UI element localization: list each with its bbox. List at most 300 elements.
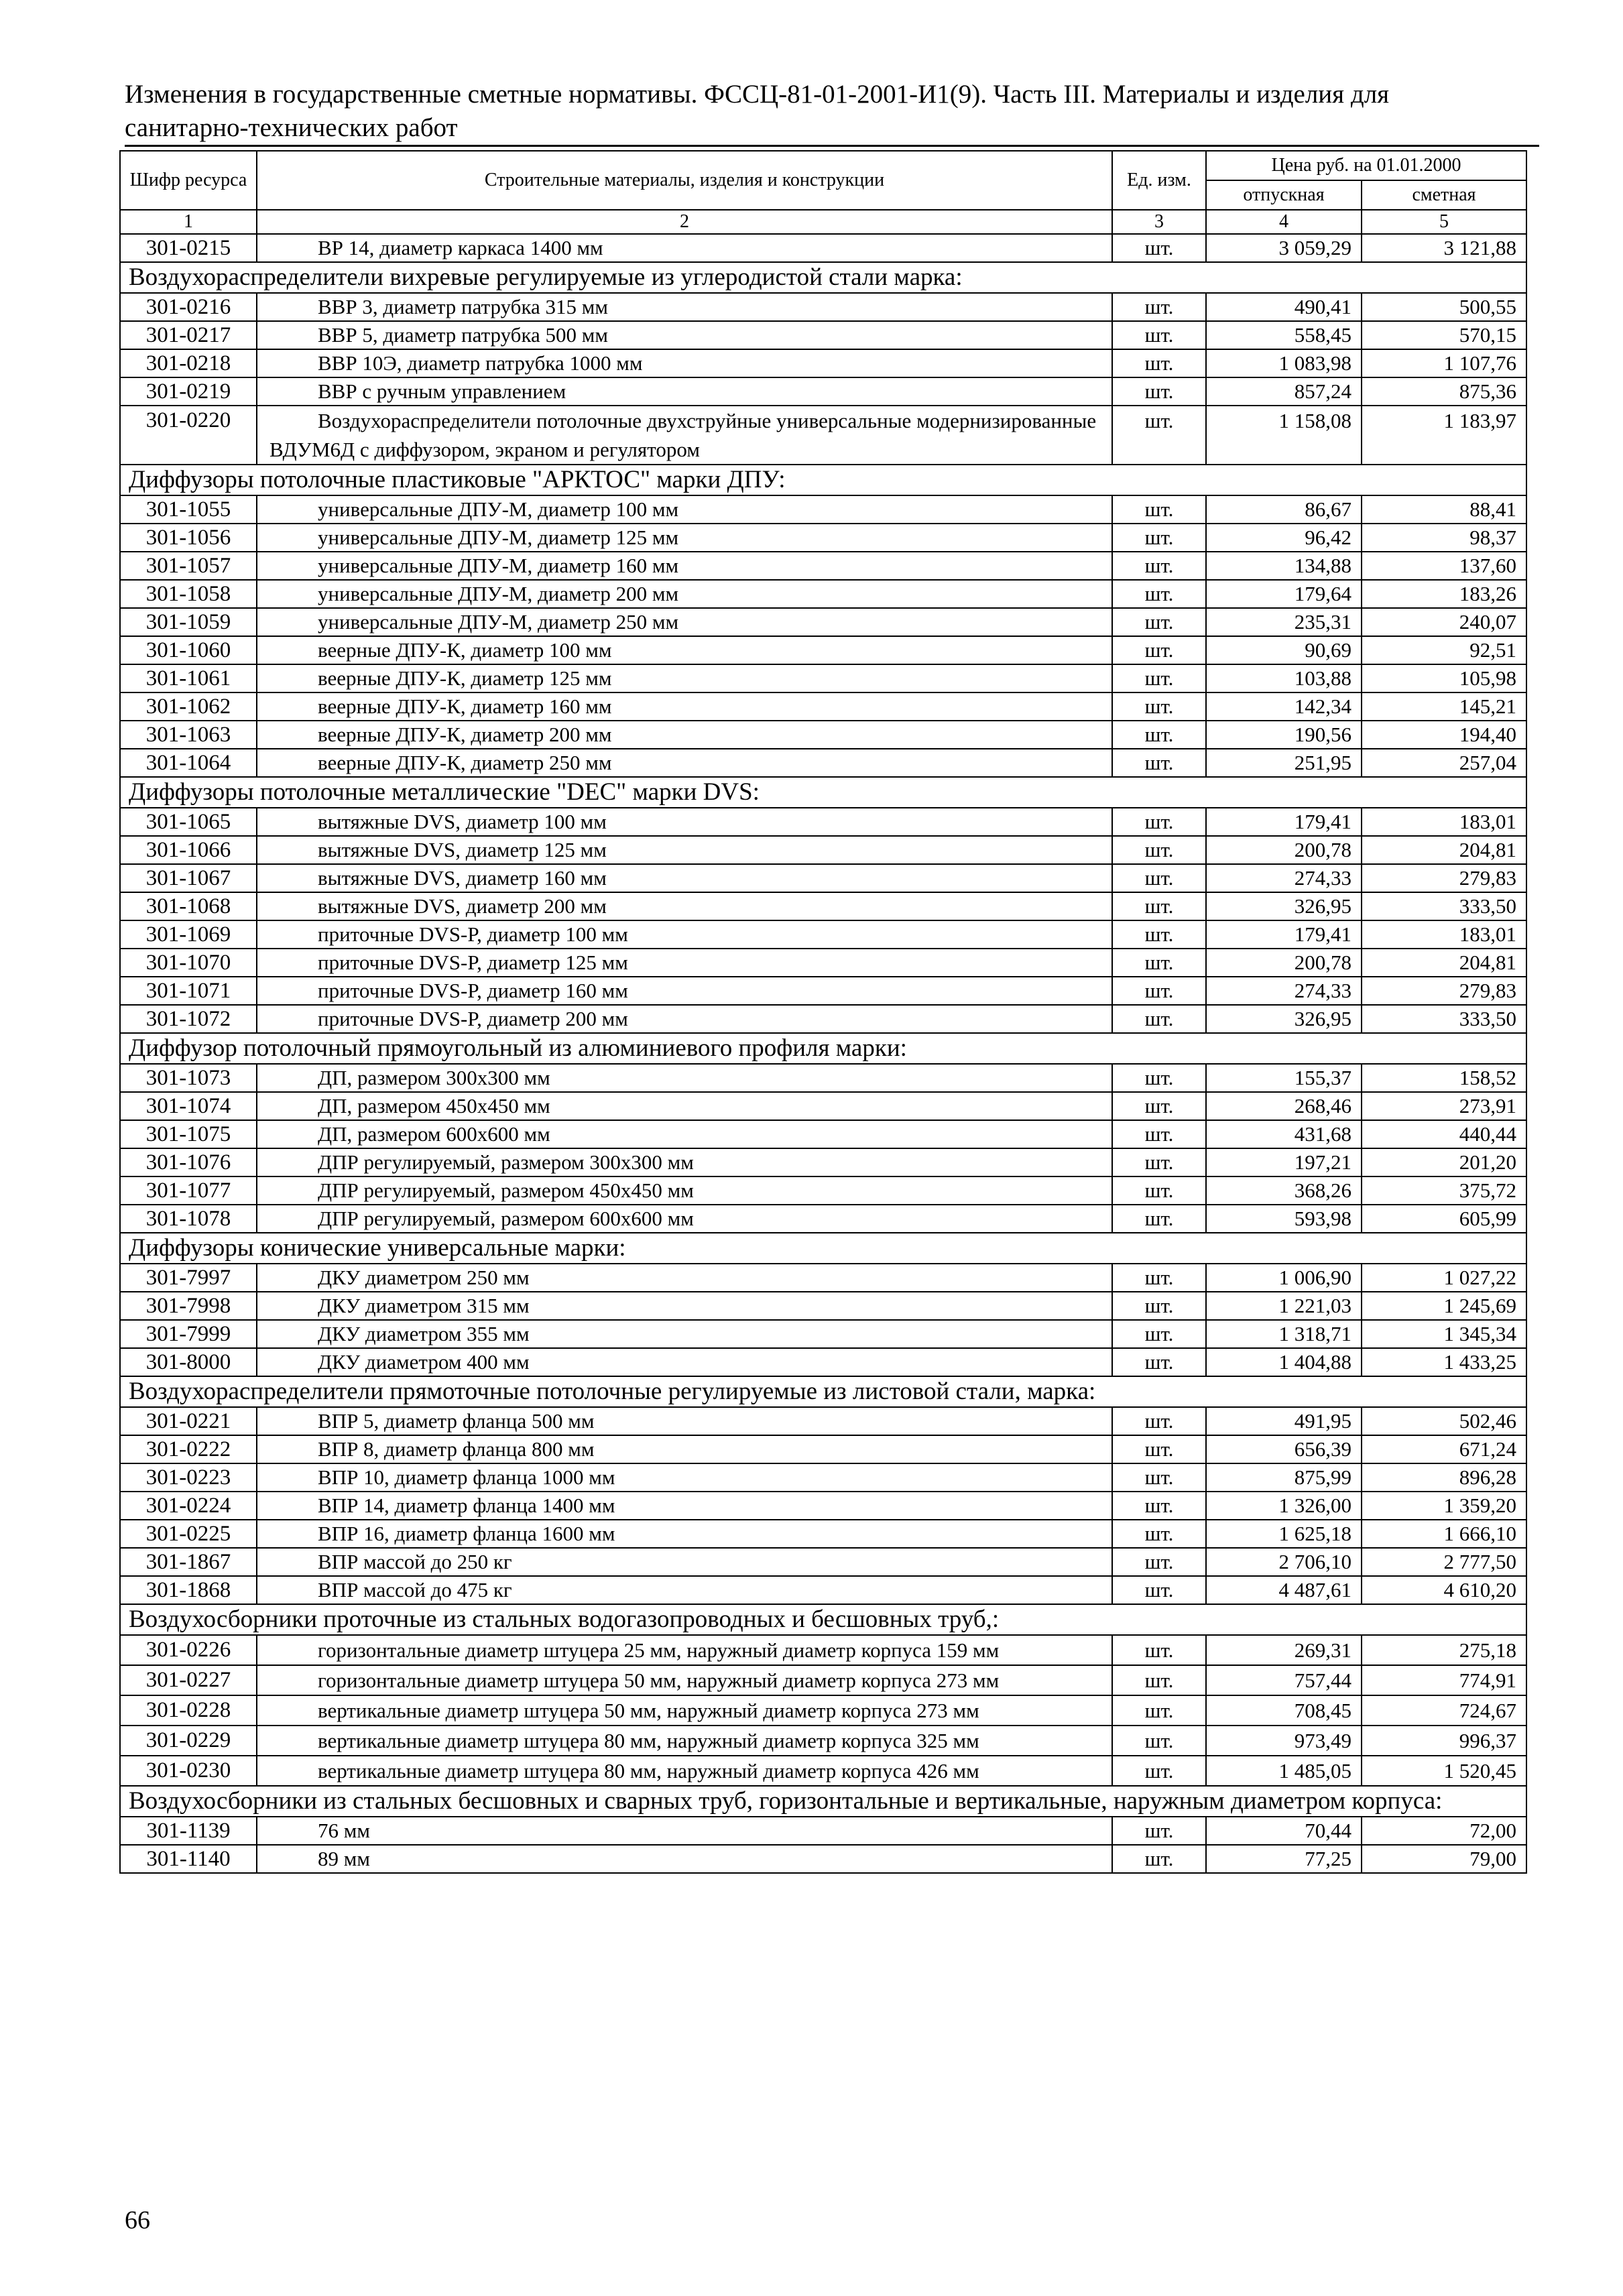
table-row — [120, 1695, 1526, 1726]
wholesale-price-cell: 179,41 — [1206, 808, 1362, 836]
material-name-cell: вытяжные DVS, диаметр 100 мм — [257, 808, 1112, 836]
estimate-price-cell: 79,00 — [1362, 1845, 1526, 1873]
resource-code-cell: 301-1073 — [120, 1064, 257, 1092]
resource-code-cell: 301-0229 — [120, 1726, 257, 1756]
wholesale-price-cell: 3 059,29 — [1206, 234, 1362, 262]
material-name-cell: вертикальные диаметр штуцера 50 мм, наружный диаметр корпуса 273 мм — [257, 1695, 1112, 1726]
group-header-row — [120, 465, 1526, 495]
material-name-cell: вертикальные диаметр штуцера 80 мм, наружный диаметр корпуса 325 мм — [257, 1726, 1112, 1756]
wholesale-price-cell: 90,69 — [1206, 636, 1362, 664]
resource-code-cell: 301-1071 — [120, 977, 257, 1005]
wholesale-price-cell: 269,31 — [1206, 1635, 1362, 1665]
table-row — [120, 406, 1526, 465]
material-name-cell: ВПР 8, диаметр фланца 800 мм — [257, 1435, 1112, 1463]
material-name-cell: ВПР 16, диаметр фланца 1600 мм — [257, 1520, 1112, 1548]
unit-cell: шт. — [1112, 1463, 1206, 1492]
unit-cell: шт. — [1112, 1492, 1206, 1520]
material-name-cell: ВПР 14, диаметр фланца 1400 мм — [257, 1492, 1112, 1520]
resource-code-cell: 301-1070 — [120, 949, 257, 977]
table-row — [120, 1005, 1526, 1033]
wholesale-price-cell: 1 221,03 — [1206, 1292, 1362, 1320]
resource-code-cell: 301-0230 — [120, 1756, 257, 1786]
estimate-price-cell: 896,28 — [1362, 1463, 1526, 1492]
group-header-row — [120, 1786, 1526, 1817]
group-title: Воздухораспределители вихревые регулируемые из углеродистой стали марка: — [120, 262, 1526, 293]
estimate-price-cell: 875,36 — [1362, 377, 1526, 406]
unit-cell: шт. — [1112, 1120, 1206, 1148]
table-row — [120, 1120, 1526, 1148]
unit-cell: шт. — [1112, 1092, 1206, 1120]
table-row — [120, 1205, 1526, 1233]
estimate-price-cell: 2 777,50 — [1362, 1548, 1526, 1576]
wholesale-price-cell: 1 625,18 — [1206, 1520, 1362, 1548]
group-header-row — [120, 262, 1526, 293]
table-row — [120, 920, 1526, 949]
material-name-cell: веерные ДПУ-К, диаметр 100 мм — [257, 636, 1112, 664]
resource-code-cell: 301-0219 — [120, 377, 257, 406]
unit-cell: шт. — [1112, 1348, 1206, 1376]
wholesale-price-cell: 200,78 — [1206, 949, 1362, 977]
material-name-cell: ВПР массой до 250 кг — [257, 1548, 1112, 1576]
table-row — [120, 636, 1526, 664]
table-row — [120, 1756, 1526, 1786]
document-title: Изменения в государственные сметные нормативы. ФССЦ-81-01-2001-И1(9). Часть III. Материалы и изделия для санитарно-технических работ — [125, 80, 1390, 142]
unit-cell: шт. — [1112, 808, 1206, 836]
resource-code-cell: 301-1057 — [120, 552, 257, 580]
table-row — [120, 552, 1526, 580]
resource-code-cell: 301-0223 — [120, 1463, 257, 1492]
estimate-price-cell: 273,91 — [1362, 1092, 1526, 1120]
wholesale-price-cell: 431,68 — [1206, 1120, 1362, 1148]
estimate-price-cell: 183,01 — [1362, 920, 1526, 949]
unit-cell: шт. — [1112, 608, 1206, 636]
unit-cell: шт. — [1112, 1845, 1206, 1873]
column-header-unit: Ед. изм. — [1112, 151, 1206, 210]
wholesale-price-cell: 1 485,05 — [1206, 1756, 1362, 1786]
estimate-price-cell: 570,15 — [1362, 321, 1526, 349]
estimate-price-cell: 194,40 — [1362, 721, 1526, 749]
resource-code-cell: 301-1056 — [120, 524, 257, 552]
table-row — [120, 1492, 1526, 1520]
resource-code-cell: 301-1077 — [120, 1176, 257, 1205]
resource-code-cell: 301-1063 — [120, 721, 257, 749]
estimate-price-cell: 1 245,69 — [1362, 1292, 1526, 1320]
table-row — [120, 836, 1526, 864]
material-name-cell: вертикальные диаметр штуцера 80 мм, наружный диаметр корпуса 426 мм — [257, 1756, 1112, 1786]
resource-code-cell: 301-1060 — [120, 636, 257, 664]
estimate-price-cell: 72,00 — [1362, 1817, 1526, 1845]
resource-code-cell: 301-1062 — [120, 692, 257, 721]
table-row — [120, 892, 1526, 920]
wholesale-price-cell: 235,31 — [1206, 608, 1362, 636]
resource-code-cell: 301-1076 — [120, 1148, 257, 1176]
wholesale-price-cell: 491,95 — [1206, 1407, 1362, 1435]
unit-cell: шт. — [1112, 406, 1206, 465]
estimate-price-cell: 92,51 — [1362, 636, 1526, 664]
wholesale-price-cell: 656,39 — [1206, 1435, 1362, 1463]
material-name-cell: ВПР 5, диаметр фланца 500 мм — [257, 1407, 1112, 1435]
unit-cell: шт. — [1112, 920, 1206, 949]
estimate-price-cell: 1 183,97 — [1362, 406, 1526, 465]
wholesale-price-cell: 368,26 — [1206, 1176, 1362, 1205]
estimate-price-cell: 183,01 — [1362, 808, 1526, 836]
resource-code-cell: 301-0225 — [120, 1520, 257, 1548]
resource-code-cell: 301-0224 — [120, 1492, 257, 1520]
table-row — [120, 1520, 1526, 1548]
table-row — [120, 580, 1526, 608]
material-name-cell: приточные DVS-P, диаметр 160 мм — [257, 977, 1112, 1005]
resource-code-cell: 301-0220 — [120, 406, 257, 465]
wholesale-price-cell: 200,78 — [1206, 836, 1362, 864]
table-row — [120, 1064, 1526, 1092]
group-title: Воздухосборники проточные из стальных водогазопроводных и бесшовных труб,: — [120, 1604, 1526, 1635]
wholesale-price-cell: 4 487,61 — [1206, 1576, 1362, 1604]
price-table — [119, 150, 1527, 1874]
table-row — [120, 1665, 1526, 1695]
column-number: 3 — [1112, 210, 1206, 234]
unit-cell: шт. — [1112, 1005, 1206, 1033]
material-name-cell: Воздухораспределители потолочные двухструйные универсальные модернизированные ВДУМ6Д с диффузором, экраном и регулятором — [257, 406, 1112, 465]
table-row — [120, 293, 1526, 321]
wholesale-price-cell: 70,44 — [1206, 1817, 1362, 1845]
column-header-estimate: сметная — [1362, 180, 1526, 210]
resource-code-cell: 301-0222 — [120, 1435, 257, 1463]
page-number: 66 — [125, 2206, 150, 2234]
material-name-cell: ДПР регулируемый, размером 450х450 мм — [257, 1176, 1112, 1205]
wholesale-price-cell: 558,45 — [1206, 321, 1362, 349]
estimate-price-cell: 279,83 — [1362, 864, 1526, 892]
group-header-row — [120, 1033, 1526, 1064]
unit-cell: шт. — [1112, 1148, 1206, 1176]
estimate-price-cell: 1 666,10 — [1362, 1520, 1526, 1548]
group-title: Диффузор потолочный прямоугольный из алюминиевого профиля марки: — [120, 1033, 1526, 1064]
wholesale-price-cell: 708,45 — [1206, 1695, 1362, 1726]
table-row — [120, 1435, 1526, 1463]
estimate-price-cell: 183,26 — [1362, 580, 1526, 608]
resource-code-cell: 301-0217 — [120, 321, 257, 349]
wholesale-price-cell: 1 006,90 — [1206, 1264, 1362, 1292]
estimate-price-cell: 4 610,20 — [1362, 1576, 1526, 1604]
table-row — [120, 1292, 1526, 1320]
table-row — [120, 1548, 1526, 1576]
group-title: Диффузоры потолочные металлические "DEC" марки DVS: — [120, 777, 1526, 808]
material-name-cell: ДП, размером 300х300 мм — [257, 1064, 1112, 1092]
table-row — [120, 234, 1526, 262]
wholesale-price-cell: 77,25 — [1206, 1845, 1362, 1873]
unit-cell: шт. — [1112, 836, 1206, 864]
unit-cell: шт. — [1112, 1176, 1206, 1205]
wholesale-price-cell: 179,64 — [1206, 580, 1362, 608]
estimate-price-cell: 333,50 — [1362, 892, 1526, 920]
material-name-cell: ДП, размером 600х600 мм — [257, 1120, 1112, 1148]
group-title: Воздухосборники из стальных бесшовных и сварных труб, горизонтальные и вертикальные, наружным диаметром корпуса: — [120, 1786, 1526, 1817]
estimate-price-cell: 1 520,45 — [1362, 1756, 1526, 1786]
unit-cell: шт. — [1112, 524, 1206, 552]
material-name-cell: ДКУ диаметром 400 мм — [257, 1348, 1112, 1376]
resource-code-cell: 301-1868 — [120, 1576, 257, 1604]
estimate-price-cell: 1 359,20 — [1362, 1492, 1526, 1520]
resource-code-cell: 301-1064 — [120, 749, 257, 777]
resource-code-cell: 301-0228 — [120, 1695, 257, 1726]
estimate-price-cell: 98,37 — [1362, 524, 1526, 552]
resource-code-cell: 301-1139 — [120, 1817, 257, 1845]
material-name-cell: веерные ДПУ-К, диаметр 160 мм — [257, 692, 1112, 721]
unit-cell: шт. — [1112, 664, 1206, 692]
material-name-cell: веерные ДПУ-К, диаметр 125 мм — [257, 664, 1112, 692]
column-header-name: Строительные материалы, изделия и конструкции — [257, 151, 1112, 210]
unit-cell: шт. — [1112, 892, 1206, 920]
material-name-cell: универсальные ДПУ-М, диаметр 160 мм — [257, 552, 1112, 580]
resource-code-cell: 301-8000 — [120, 1348, 257, 1376]
unit-cell: шт. — [1112, 1635, 1206, 1665]
unit-cell: шт. — [1112, 864, 1206, 892]
unit-cell: шт. — [1112, 495, 1206, 524]
table-row — [120, 321, 1526, 349]
wholesale-price-cell: 1 158,08 — [1206, 406, 1362, 465]
estimate-price-cell: 671,24 — [1362, 1435, 1526, 1463]
unit-cell: шт. — [1112, 1665, 1206, 1695]
material-name-cell: ВВР 5, диаметр патрубка 500 мм — [257, 321, 1112, 349]
unit-cell: шт. — [1112, 1292, 1206, 1320]
group-title: Диффузоры потолочные пластиковые "АРКТОС" марки ДПУ: — [120, 465, 1526, 495]
unit-cell: шт. — [1112, 1205, 1206, 1233]
unit-cell: шт. — [1112, 321, 1206, 349]
resource-code-cell: 301-0216 — [120, 293, 257, 321]
estimate-price-cell: 145,21 — [1362, 692, 1526, 721]
table-row — [120, 808, 1526, 836]
group-header-row — [120, 1233, 1526, 1264]
estimate-price-cell: 333,50 — [1362, 1005, 1526, 1033]
wholesale-price-cell: 96,42 — [1206, 524, 1362, 552]
estimate-price-cell: 375,72 — [1362, 1176, 1526, 1205]
material-name-cell: ВПР 10, диаметр фланца 1000 мм — [257, 1463, 1112, 1492]
material-name-cell: ВВР 3, диаметр патрубка 315 мм — [257, 293, 1112, 321]
resource-code-cell: 301-1059 — [120, 608, 257, 636]
unit-cell: шт. — [1112, 1407, 1206, 1435]
material-name-cell: универсальные ДПУ-М, диаметр 250 мм — [257, 608, 1112, 636]
wholesale-price-cell: 1 326,00 — [1206, 1492, 1362, 1520]
wholesale-price-cell: 190,56 — [1206, 721, 1362, 749]
unit-cell: шт. — [1112, 1320, 1206, 1348]
unit-cell: шт. — [1112, 721, 1206, 749]
table-row — [120, 1176, 1526, 1205]
wholesale-price-cell: 274,33 — [1206, 977, 1362, 1005]
unit-cell: шт. — [1112, 1576, 1206, 1604]
unit-cell: шт. — [1112, 1264, 1206, 1292]
group-title: Диффузоры конические универсальные марки: — [120, 1233, 1526, 1264]
unit-cell: шт. — [1112, 692, 1206, 721]
unit-cell: шт. — [1112, 1520, 1206, 1548]
column-number: 2 — [257, 210, 1112, 234]
estimate-price-cell: 88,41 — [1362, 495, 1526, 524]
estimate-price-cell: 1 433,25 — [1362, 1348, 1526, 1376]
material-name-cell: 76 мм — [257, 1817, 1112, 1845]
material-name-cell: ВВР 10Э, диаметр патрубка 1000 мм — [257, 349, 1112, 377]
estimate-price-cell: 275,18 — [1362, 1635, 1526, 1665]
wholesale-price-cell: 1 404,88 — [1206, 1348, 1362, 1376]
group-title: Воздухораспределители прямоточные потолочные регулируемые из листовой стали, марка: — [120, 1376, 1526, 1407]
group-header-row — [120, 1604, 1526, 1635]
unit-cell: шт. — [1112, 1064, 1206, 1092]
material-name-cell: веерные ДПУ-К, диаметр 200 мм — [257, 721, 1112, 749]
material-name-cell: 89 мм — [257, 1845, 1112, 1873]
estimate-price-cell: 996,37 — [1362, 1726, 1526, 1756]
material-name-cell: ВР 14, диаметр каркаса 1400 мм — [257, 234, 1112, 262]
table-row — [120, 1092, 1526, 1120]
resource-code-cell: 301-1065 — [120, 808, 257, 836]
resource-code-cell: 301-7999 — [120, 1320, 257, 1348]
resource-code-cell: 301-1075 — [120, 1120, 257, 1148]
wholesale-price-cell: 197,21 — [1206, 1148, 1362, 1176]
resource-code-cell: 301-1055 — [120, 495, 257, 524]
resource-code-cell: 301-1074 — [120, 1092, 257, 1120]
wholesale-price-cell: 875,99 — [1206, 1463, 1362, 1492]
table-row — [120, 1407, 1526, 1435]
resource-code-cell: 301-1069 — [120, 920, 257, 949]
table-body — [120, 234, 1526, 1873]
estimate-price-cell: 1 345,34 — [1362, 1320, 1526, 1348]
wholesale-price-cell: 857,24 — [1206, 377, 1362, 406]
resource-code-cell: 301-0221 — [120, 1407, 257, 1435]
table-row — [120, 1264, 1526, 1292]
wholesale-price-cell: 1 318,71 — [1206, 1320, 1362, 1348]
material-name-cell: универсальные ДПУ-М, диаметр 125 мм — [257, 524, 1112, 552]
estimate-price-cell: 605,99 — [1362, 1205, 1526, 1233]
resource-code-cell: 301-1140 — [120, 1845, 257, 1873]
column-number: 4 — [1206, 210, 1362, 234]
wholesale-price-cell: 251,95 — [1206, 749, 1362, 777]
table-row — [120, 1148, 1526, 1176]
estimate-price-cell: 257,04 — [1362, 749, 1526, 777]
material-name-cell: приточные DVS-P, диаметр 100 мм — [257, 920, 1112, 949]
unit-cell: шт. — [1112, 749, 1206, 777]
table-row — [120, 377, 1526, 406]
wholesale-price-cell: 326,95 — [1206, 892, 1362, 920]
estimate-price-cell: 201,20 — [1362, 1148, 1526, 1176]
resource-code-cell: 301-0218 — [120, 349, 257, 377]
estimate-price-cell: 1 107,76 — [1362, 349, 1526, 377]
material-name-cell: универсальные ДПУ-М, диаметр 100 мм — [257, 495, 1112, 524]
resource-code-cell: 301-1072 — [120, 1005, 257, 1033]
unit-cell: шт. — [1112, 977, 1206, 1005]
unit-cell: шт. — [1112, 552, 1206, 580]
column-header-wholesale: отпускная — [1206, 180, 1362, 210]
unit-cell: шт. — [1112, 1435, 1206, 1463]
resource-code-cell: 301-1078 — [120, 1205, 257, 1233]
material-name-cell: горизонтальные диаметр штуцера 50 мм, наружный диаметр корпуса 273 мм — [257, 1665, 1112, 1695]
wholesale-price-cell: 2 706,10 — [1206, 1548, 1362, 1576]
table-row — [120, 664, 1526, 692]
unit-cell: шт. — [1112, 1726, 1206, 1756]
material-name-cell: ДПР регулируемый, размером 600х600 мм — [257, 1205, 1112, 1233]
material-name-cell: вытяжные DVS, диаметр 200 мм — [257, 892, 1112, 920]
unit-cell: шт. — [1112, 949, 1206, 977]
wholesale-price-cell: 134,88 — [1206, 552, 1362, 580]
material-name-cell: вытяжные DVS, диаметр 160 мм — [257, 864, 1112, 892]
material-name-cell: приточные DVS-P, диаметр 125 мм — [257, 949, 1112, 977]
table-row — [120, 524, 1526, 552]
group-header-row — [120, 777, 1526, 808]
material-name-cell: горизонтальные диаметр штуцера 25 мм, наружный диаметр корпуса 159 мм — [257, 1635, 1112, 1665]
resource-code-cell: 301-1058 — [120, 580, 257, 608]
estimate-price-cell: 774,91 — [1362, 1665, 1526, 1695]
estimate-price-cell: 3 121,88 — [1362, 234, 1526, 262]
resource-code-cell: 301-0226 — [120, 1635, 257, 1665]
wholesale-price-cell: 490,41 — [1206, 293, 1362, 321]
resource-code-cell: 301-0227 — [120, 1665, 257, 1695]
table-row — [120, 749, 1526, 777]
material-name-cell: ДКУ диаметром 315 мм — [257, 1292, 1112, 1320]
estimate-price-cell: 240,07 — [1362, 608, 1526, 636]
table-row — [120, 977, 1526, 1005]
material-name-cell: приточные DVS-P, диаметр 200 мм — [257, 1005, 1112, 1033]
wholesale-price-cell: 326,95 — [1206, 1005, 1362, 1033]
estimate-price-cell: 1 027,22 — [1362, 1264, 1526, 1292]
unit-cell: шт. — [1112, 234, 1206, 262]
table-row — [120, 949, 1526, 977]
unit-cell: шт. — [1112, 293, 1206, 321]
resource-code-cell: 301-1061 — [120, 664, 257, 692]
unit-cell: шт. — [1112, 580, 1206, 608]
wholesale-price-cell: 757,44 — [1206, 1665, 1362, 1695]
material-name-cell: ВПР массой до 475 кг — [257, 1576, 1112, 1604]
table-row — [120, 1817, 1526, 1845]
unit-cell: шт. — [1112, 1817, 1206, 1845]
table-row — [120, 721, 1526, 749]
resource-code-cell: 301-1066 — [120, 836, 257, 864]
table-row — [120, 1635, 1526, 1665]
wholesale-price-cell: 593,98 — [1206, 1205, 1362, 1233]
material-name-cell: ВВР с ручным управлением — [257, 377, 1112, 406]
table-row — [120, 495, 1526, 524]
unit-cell: шт. — [1112, 1695, 1206, 1726]
estimate-price-cell: 279,83 — [1362, 977, 1526, 1005]
unit-cell: шт. — [1112, 1756, 1206, 1786]
unit-cell: шт. — [1112, 377, 1206, 406]
resource-code-cell: 301-7998 — [120, 1292, 257, 1320]
wholesale-price-cell: 86,67 — [1206, 495, 1362, 524]
estimate-price-cell: 500,55 — [1362, 293, 1526, 321]
unit-cell: шт. — [1112, 349, 1206, 377]
column-header-code: Шифр ресурса — [120, 151, 257, 210]
wholesale-price-cell: 103,88 — [1206, 664, 1362, 692]
material-name-cell: веерные ДПУ-К, диаметр 250 мм — [257, 749, 1112, 777]
material-name-cell: ДПР регулируемый, размером 300х300 мм — [257, 1148, 1112, 1176]
group-header-row — [120, 1376, 1526, 1407]
resource-code-cell: 301-7997 — [120, 1264, 257, 1292]
estimate-price-cell: 440,44 — [1362, 1120, 1526, 1148]
material-name-cell: универсальные ДПУ-М, диаметр 200 мм — [257, 580, 1112, 608]
wholesale-price-cell: 142,34 — [1206, 692, 1362, 721]
table-row — [120, 864, 1526, 892]
estimate-price-cell: 137,60 — [1362, 552, 1526, 580]
wholesale-price-cell: 973,49 — [1206, 1726, 1362, 1756]
estimate-price-cell: 204,81 — [1362, 836, 1526, 864]
estimate-price-cell: 105,98 — [1362, 664, 1526, 692]
wholesale-price-cell: 179,41 — [1206, 920, 1362, 949]
estimate-price-cell: 724,67 — [1362, 1695, 1526, 1726]
table-row — [120, 1348, 1526, 1376]
table-row — [120, 1576, 1526, 1604]
wholesale-price-cell: 268,46 — [1206, 1092, 1362, 1120]
material-name-cell: ДП, размером 450х450 мм — [257, 1092, 1112, 1120]
material-name-cell: ДКУ диаметром 250 мм — [257, 1264, 1112, 1292]
wholesale-price-cell: 155,37 — [1206, 1064, 1362, 1092]
resource-code-cell: 301-1068 — [120, 892, 257, 920]
unit-cell: шт. — [1112, 1548, 1206, 1576]
material-name-cell: ДКУ диаметром 355 мм — [257, 1320, 1112, 1348]
estimate-price-cell: 158,52 — [1362, 1064, 1526, 1092]
